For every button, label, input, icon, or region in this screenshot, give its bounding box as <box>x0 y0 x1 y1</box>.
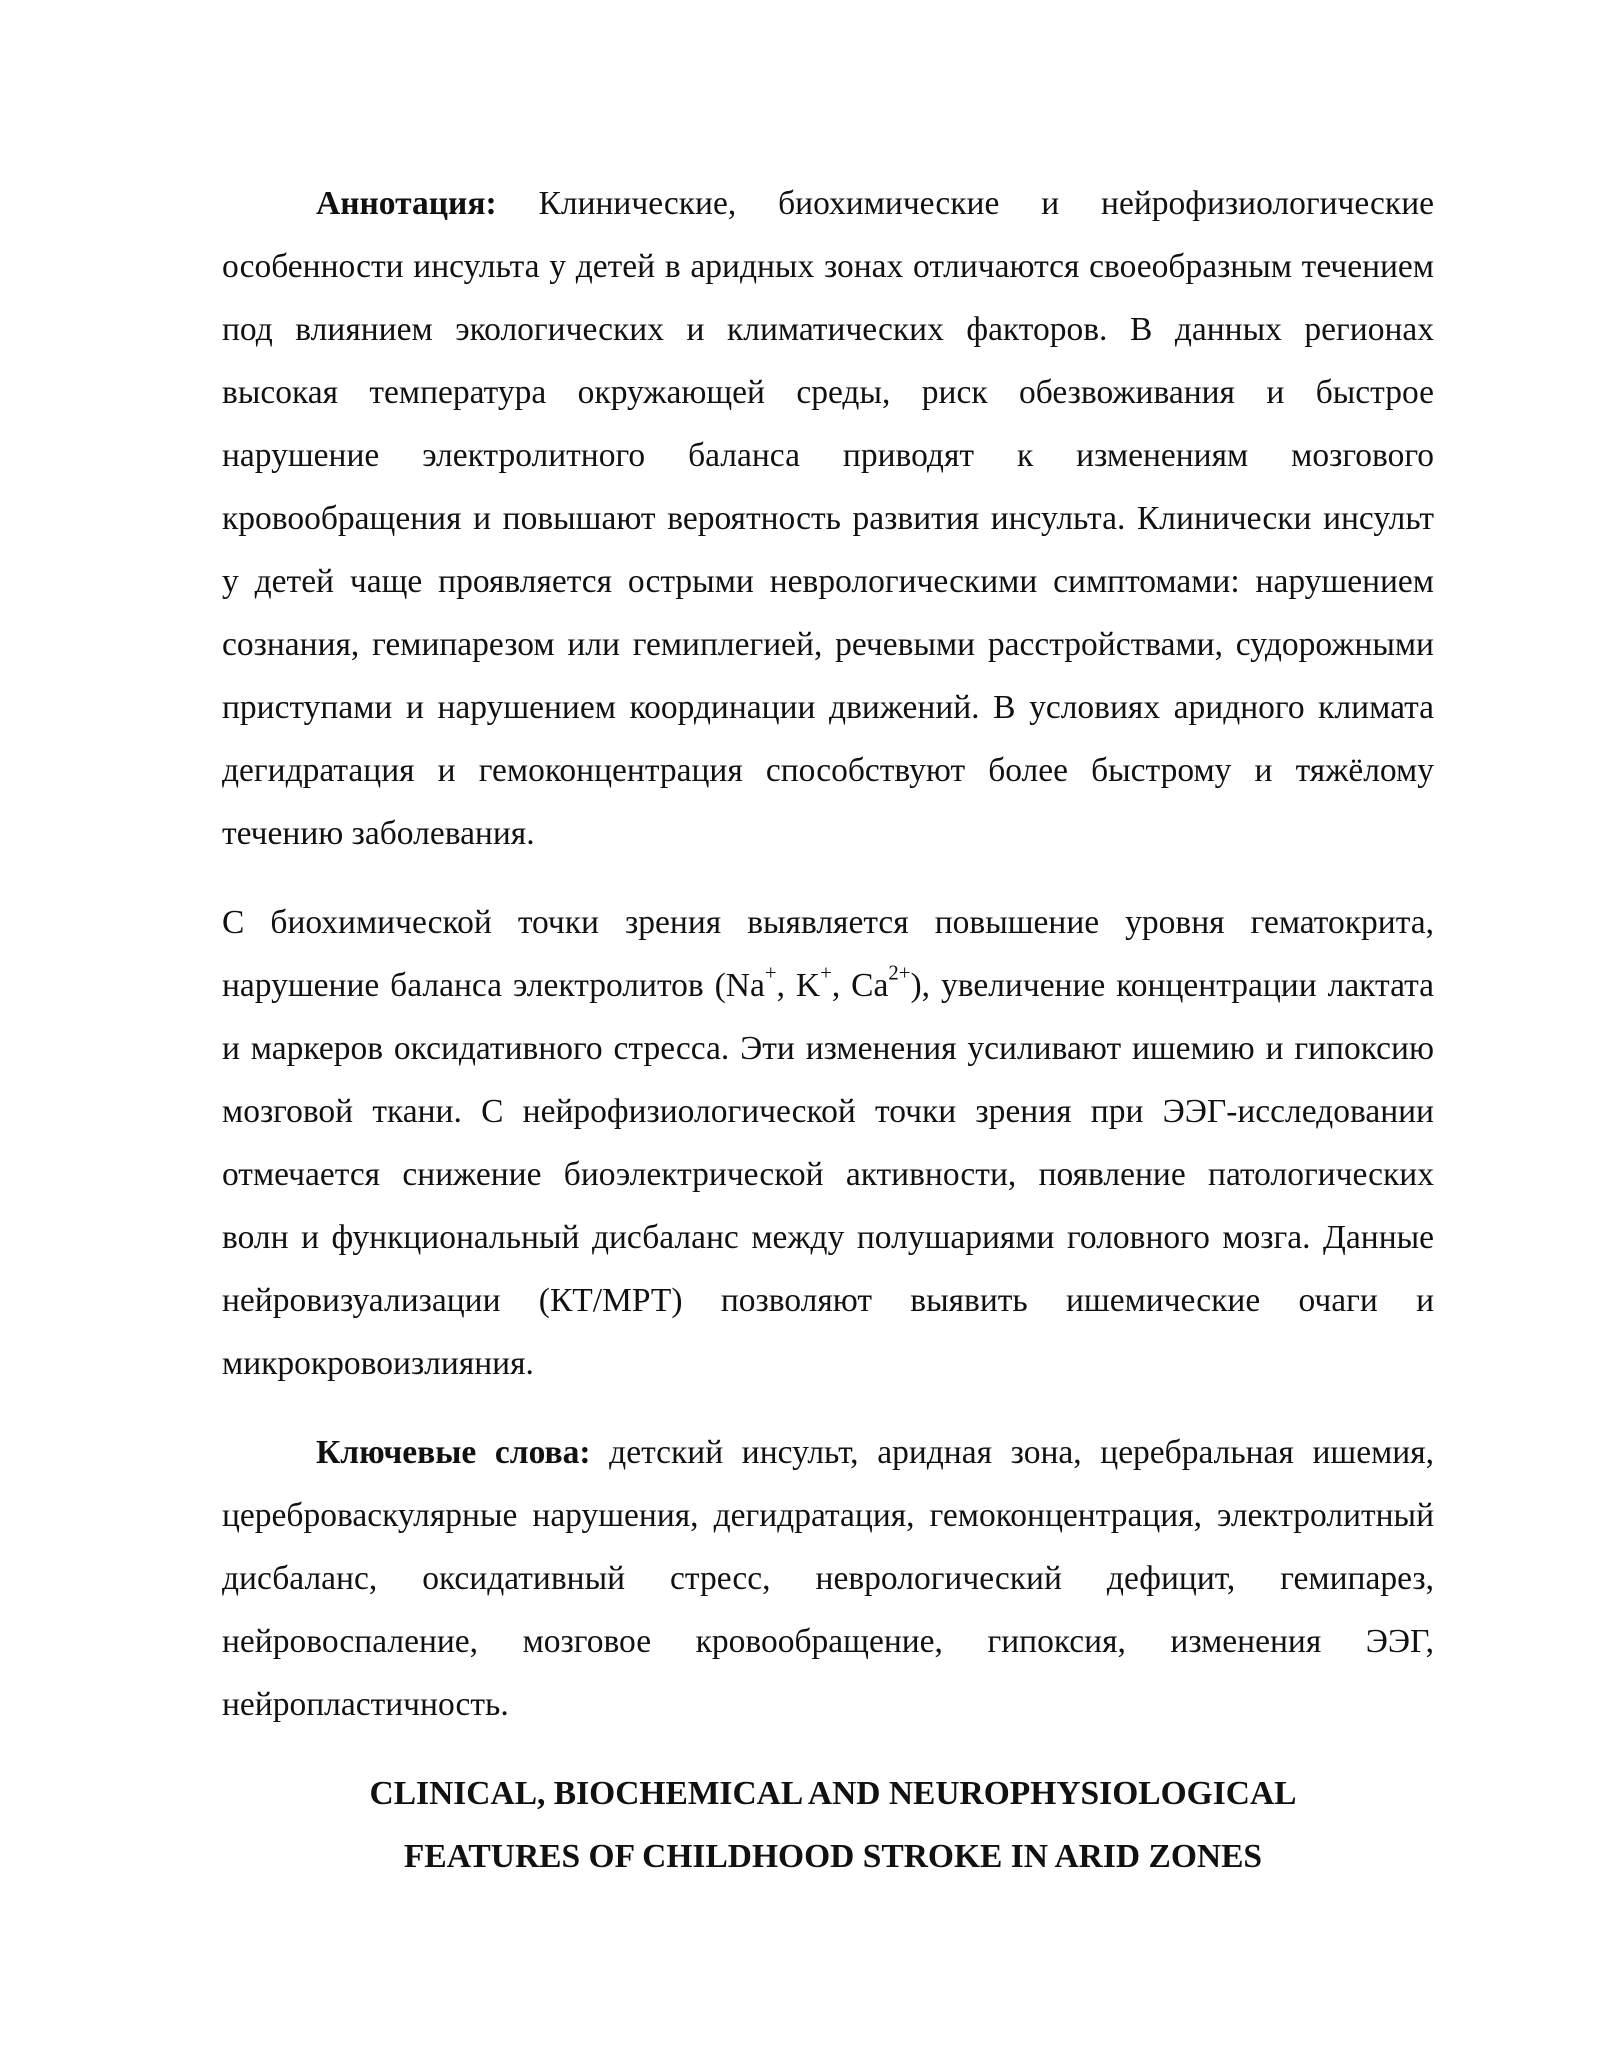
document-page <box>222 172 1434 1888</box>
biochem-sep-1: , K <box>776 967 821 1004</box>
keywords-paragraph <box>222 1421 1434 1736</box>
english-title <box>222 1762 1434 1888</box>
biochem-paragraph <box>222 891 1434 1395</box>
english-title-line-1: CLINICAL, BIOCHEMICAL AND NEUROPHYSIOLOGICAL <box>369 1775 1297 1812</box>
biochem-text-after: ), увеличение концентрации лактата и маркеров оксидативного стресса. Эти изменения усиливают ишемию и гипоксию мозговой ткани. С нейрофизиологической точки зрения при ЭЭГ-исследовании отмечается снижение биоэлектрической активности, появление патологических волн и функциональный дисбаланс между полушариями головного мозга. Данные нейровизуализации (КТ/МРТ) позволяют выявить ишемические очаги и микрокровоизлияния. <box>222 967 1434 1382</box>
abstract-text: Клинические, биохимические и нейрофизиологические особенности инсульта у детей в аридных зонах отличаются своеобразным течением под влиянием экологических и климатических факторов. В данных регионах высокая температура окружающей среды, риск обезвоживания и быстрое нарушение электролитного баланса приводят к изменениям мозгового кровообращения и повышают вероятность развития инсульта. Клинически инсульт у детей чаще проявляется острыми неврологическими симптомами: нарушением сознания, гемипарезом или гемиплегией, речевыми расстройствами, судорожными приступами и нарушением координации движений. В условиях аридного климата дегидратация и гемоконцентрация способствуют более быстрому и тяжёлому течению заболевания. <box>222 185 1435 852</box>
na-superscript: + <box>764 961 777 985</box>
abstract-label: Аннотация: <box>316 185 497 222</box>
biochem-sep-2: , Ca <box>831 967 889 1004</box>
ca-superscript: 2+ <box>888 961 911 985</box>
keywords-label: Ключевые слова: <box>316 1434 591 1471</box>
abstract-paragraph <box>222 172 1434 865</box>
biochem-text-before: С биохимической точки зрения выявляется повышение уровня гематокрита, нарушение баланса электролитов (Na <box>222 904 1434 1004</box>
keywords-text: детский инсульт, аридная зона, церебральная ишемия, цереброваскулярные нарушения, дегидратация, гемоконцентрация, электролитный дисбаланс, оксидативный стресс, неврологический дефицит, гемипарез, нейровоспаление, мозговое кровообращение, гипоксия, изменения ЭЭГ, нейропластичность. <box>222 1434 1434 1723</box>
k-superscript: + <box>820 961 832 985</box>
english-title-line-2: FEATURES OF CHILDHOOD STROKE IN ARID ZONES <box>403 1838 1263 1875</box>
